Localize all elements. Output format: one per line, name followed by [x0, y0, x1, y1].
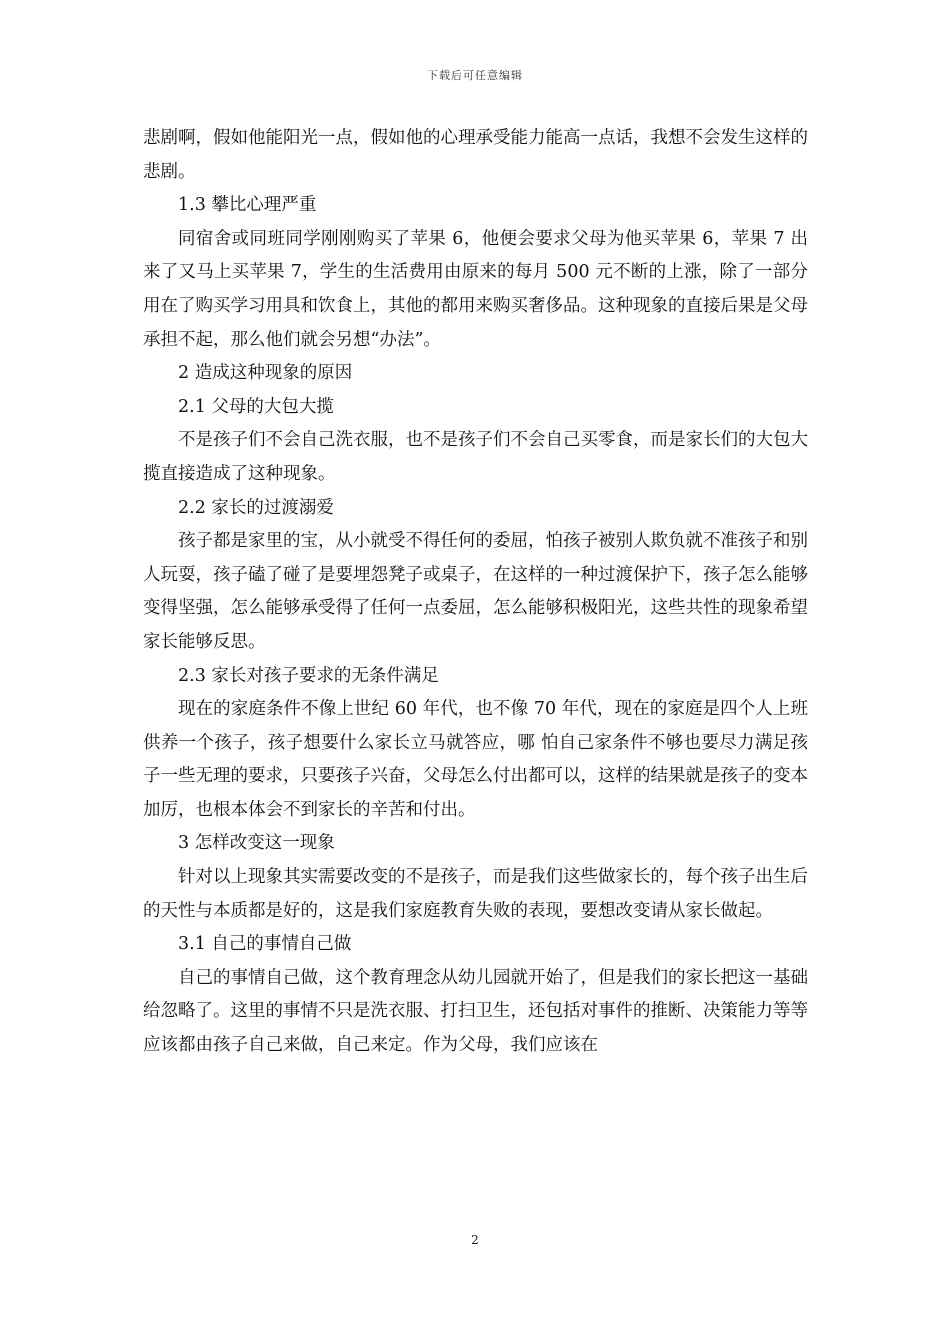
paragraph: 悲剧啊，假如他能阳光一点，假如他的心理承受能力能高一点话，我想不会发生这样的悲剧。	[143, 128, 808, 182]
paragraph: 同宿舍或同班同学刚刚购买了苹果 6，他便会要求父母为他买苹果 6，苹果 7 出来了又马上买苹果 7，学生的生活费用由原来的每月 500 元不断的上涨，除了一部分用在了购买学习用具和饮食上，其他的都用来购买奢侈品。这种现象的直接后果是父母承担不起，那么他们就会另想“办法”。	[143, 228, 808, 350]
section-heading-1-3: 1.3 攀比心理严重	[178, 195, 317, 216]
paragraph: 针对以上现象其实需要改变的不是孩子，而是我们这些做家长的，每个孩子出生后的天性与本质都是好的，这是我们家庭教育失败的表现，要想改变请从家长做起。	[143, 867, 808, 921]
section-heading-2-2: 2.2 家长的过渡溺爱	[178, 497, 334, 518]
paragraph: 不是孩子们不会自己洗衣服，也不是孩子们不会自己买零食，而是家长们的大包大揽直接造成了这种现象。	[143, 430, 808, 484]
section-heading-2-1: 2.1 父母的大包大揽	[178, 396, 334, 417]
section-heading-2-3: 2.3 家长对孩子要求的无条件满足	[178, 665, 439, 686]
document-body	[143, 122, 808, 1063]
section-heading-3-1: 3.1 自己的事情自己做	[178, 934, 352, 955]
paragraph: 孩子都是家里的宝，从小就受不得任何的委屈，怕孩子被别人欺负就不准孩子和别人玩耍，孩子磕了碰了是要埋怨凳子或桌子，在这样的一种过渡保护下，孩子怎么能够变得坚强，怎么能够承受得了任何一点委屈，怎么能够积极阳光，这些共性的现象希望家长能够反思。	[143, 531, 808, 652]
paragraph: 现在的家庭条件不像上世纪 60 年代，也不像 70 年代，现在的家庭是四个人上班供养一个孩子，孩子想要什么家长立马就答应，哪 怕自己家条件不够也要尽力满足孩子一些无理的要求，只要孩子兴奋，父母怎么付出都可以，这样的结果就是孩子的变本加厉，也根本体会不到家长的辛苦和付出。	[143, 699, 808, 820]
paragraph: 自己的事情自己做，这个教育理念从幼儿园就开始了，但是我们的家长把这一基础给忽略了。这里的事情不只是洗衣服、打扫卫生，还包括对事件的推断、决策能力等等应该都由孩子自己来做，自己来定。作为父母，我们应该在	[143, 967, 808, 1056]
page-header: 下载后可任意编辑	[427, 69, 523, 82]
page-number: 2	[471, 1233, 479, 1247]
section-heading-3: 3 怎样改变这一现象	[178, 833, 335, 854]
section-heading-2: 2 造成这种现象的原因	[178, 363, 353, 384]
